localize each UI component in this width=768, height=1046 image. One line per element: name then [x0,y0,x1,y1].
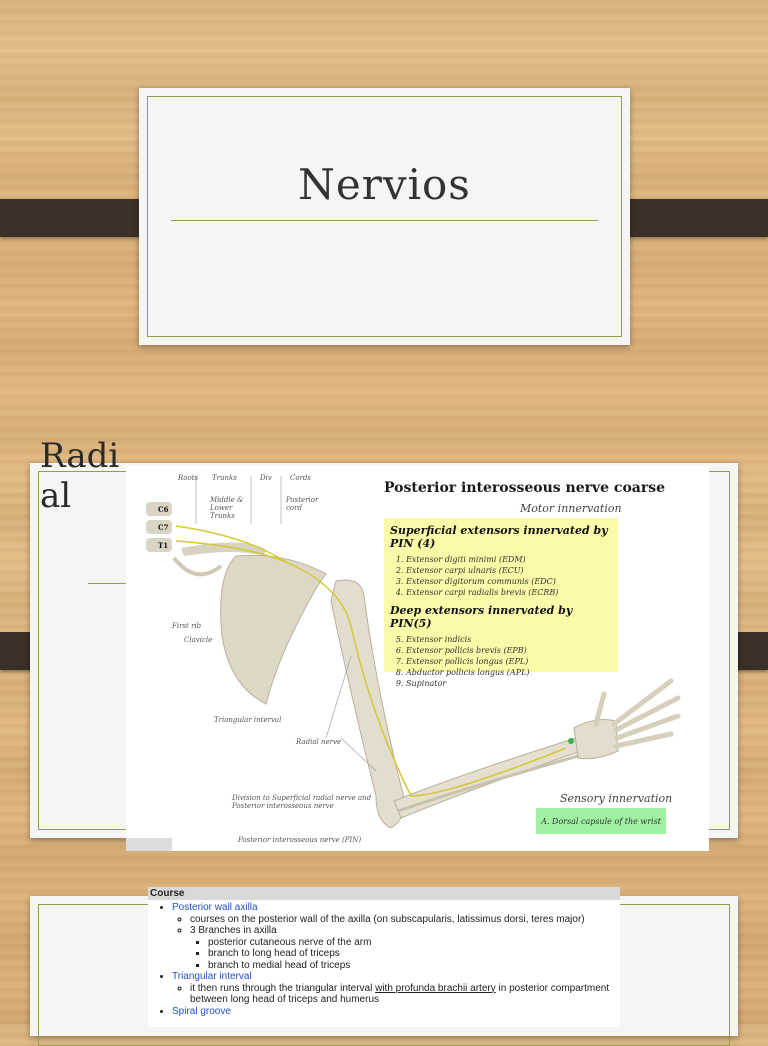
motor-innervation-label: Motor innervation [520,502,622,515]
list-item: 3 Branches in axilla [190,925,277,936]
list-item: 3. Extensor digitorum communis (EDC) [406,576,612,587]
motor-list-box [384,518,618,688]
link-triangular-interval[interactable]: Triangular interval [172,971,252,982]
wrist-marker [568,738,574,744]
pin-label: Posterior interosseous nerve (PIN) [238,836,362,844]
deep-heading: Deep extensors innervated by PIN(5) [390,604,573,630]
list-item: 6. Extensor pollicis brevis (EPB) [406,645,612,656]
cord-label: Posterior cord [286,496,319,512]
clavicle [181,542,266,556]
list-item: ▪ branch to long head of triceps [208,948,620,960]
course-panel [148,887,620,1027]
course-header: Course [148,887,620,900]
figure-title: Posterior interosseous nerve coarse [384,480,666,496]
list-item: 4. Extensor carpi radialis brevis (ECRB) [406,587,612,598]
list-item: ◦ courses on the posterior wall of the axilla (on subscapularis, latissimus dorsi, teres major) [190,914,620,926]
link-profunda-brachii[interactable]: with profunda brachii artery [375,982,496,994]
list-item [190,983,620,1006]
division-label: Division to Superficial radial nerve and Posterior interosseous nerve [232,794,372,810]
section-title-text: Radial [40,436,120,516]
col-header-cords: Cords [290,474,311,482]
list-item: 9. Supinator [406,678,612,689]
list-item: 8. Abductor pollicis longus (APL) [406,667,612,678]
trunks-label: Middle & Lower Trunks [210,496,244,520]
root-c7: C7 [158,523,169,532]
title-rule [171,220,598,221]
radial-nerve-label: Radial nerve [296,738,342,746]
text-segment: it then runs through the triangular interval [190,982,376,994]
list-item: 2. Extensor carpi ulnaris (ECU) [406,565,612,576]
list-item: ▪ posterior cutaneous nerve of the arm [208,937,620,949]
nerve-figure[interactable] [126,466,709,851]
first-rib-label: First rib [172,622,202,630]
sensory-innervation-label: Sensory innervation [560,792,673,805]
title-slide[interactable] [139,88,630,345]
triangular-interval-label: Triangular interval [214,716,282,724]
text-segment: in posterior compartment between long head of triceps and humerus [190,982,610,1005]
superficial-heading: Superficial extensors innervated by PIN (4) [390,524,608,550]
root-c6: C6 [158,505,169,514]
strap-right-1 [613,199,768,237]
link-spiral-groove[interactable]: Spiral groove [172,1005,231,1017]
col-header-div: Div [260,474,272,482]
col-header-trunks: Trunks [212,474,237,482]
strap-left-1 [0,199,155,237]
slide-frame [147,96,622,337]
sensory-item-box: A. Dorsal capsule of the wrist [536,808,666,834]
list-item: 5. Extensor indicis [406,634,612,645]
list-item: ▪ branch to medial head of triceps [208,960,620,972]
col-header-roots: Roots [178,474,199,482]
list-item: 7. Extensor pollicis longus (EPL) [406,656,612,667]
link-posterior-wall[interactable]: Posterior wall axilla [172,902,258,913]
section-title [40,436,130,516]
first-rib [174,558,221,574]
list-item: 1. Extensor digiti minimi (EDM) [406,554,612,565]
clavicle-label: Clavicle [184,636,213,644]
root-t1: T1 [158,541,169,550]
figure-corner-tab [126,838,172,851]
slide-title: Nervios [298,160,471,209]
scapula [221,555,326,704]
